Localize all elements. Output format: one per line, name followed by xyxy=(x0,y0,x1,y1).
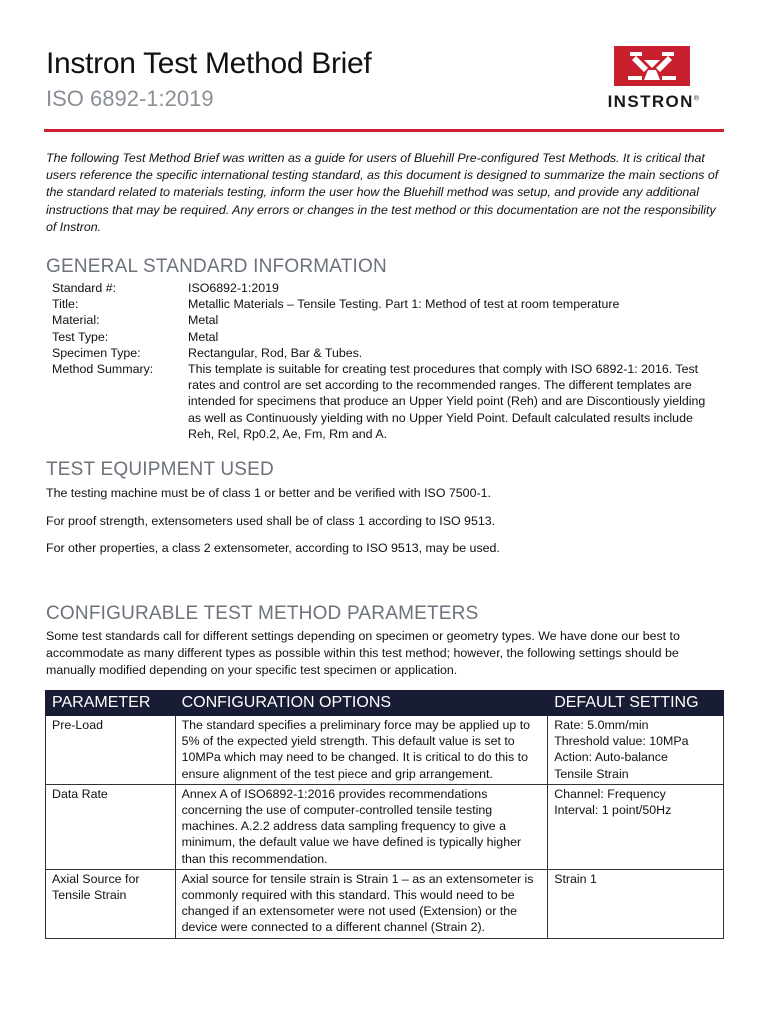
info-row-title xyxy=(52,296,732,312)
header-configuration-options: CONFIGURATION OPTIONS xyxy=(175,691,548,716)
intro-paragraph: The following Test Method Brief was written as a guide for users of Bluehill Pre-configured Test Methods. It is critical that users reference the specific international testing standard, as this document is designed to summarize the main sections of the standard related to materials testing, inform the user how the Bluehill method was setup, and provide any additional instructions that may be required. Any errors or changes in the test method or this documentation are not the responsibility of Instron. xyxy=(46,151,719,234)
info-value: This template is suitable for creating test procedures that comply with ISO 6892-1: 2016. Test rates and control are set according to the recommended ranges. The different templates are intended for specimens that produce an Upper Yield point (Reh) and are Discontiously yielding as well as Continuously yielding with no Upper Yield Point. Default calculated results include Reh, Rel, Rp0.2, Ae, Fm, Rm and A. xyxy=(188,362,706,441)
default-line: Threshold value: 10MPa xyxy=(554,734,689,749)
info-row-specimen-type xyxy=(52,345,732,361)
param-cell: Data Rate xyxy=(46,784,176,869)
general-standard-heading: GENERAL STANDARD INFORMATION xyxy=(46,256,387,277)
param-cell: Axial Source for Tensile Strain xyxy=(46,869,176,938)
equipment-paragraph-1: The testing machine must be of class 1 or better and be verified with ISO 7500-1. xyxy=(46,486,491,500)
default-cell xyxy=(548,869,724,938)
header-default-setting: DEFAULT SETTING xyxy=(548,691,724,716)
parameters-table xyxy=(45,690,724,939)
info-row-method-summary xyxy=(52,361,732,442)
info-key: Test Type: xyxy=(52,329,109,344)
configurable-parameters-heading: CONFIGURABLE TEST METHOD PARAMETERS xyxy=(46,603,479,624)
info-value: ISO6892-1:2019 xyxy=(188,281,279,295)
equipment-paragraph-3: For other properties, a class 2 extensometer, according to ISO 9513, may be used. xyxy=(46,541,500,555)
default-cell xyxy=(548,784,724,869)
table-row xyxy=(46,784,724,869)
info-value: Rectangular, Rod, Bar & Tubes. xyxy=(188,345,363,360)
info-key: Material: xyxy=(52,313,100,328)
info-key: Method Summary: xyxy=(52,362,154,377)
general-info-list xyxy=(52,280,732,442)
test-equipment-heading: TEST EQUIPMENT USED xyxy=(46,459,274,480)
info-row-material xyxy=(52,312,732,328)
param-cell: Pre-Load xyxy=(46,716,176,785)
equipment-paragraph-2: For proof strength, extensometers used shall be of class 1 according to ISO 9513. xyxy=(46,514,496,528)
options-cell: The standard specifies a preliminary force may be applied up to 5% of the expected yield strength. This default value is set to 10MPa which may need to be changed. It is critical to do this to ensure alignment of the test piece and grip arrangement. xyxy=(175,716,548,785)
info-value: Metallic Materials – Tensile Testing. Part 1: Method of test at room temperature xyxy=(188,297,620,312)
options-cell: Annex A of ISO6892-1:2016 provides recommendations concerning the use of computer-controlled tensile testing machines. A.2.2 address data sampling frequency to give a minimum, the default value we have defined is typically higher than this recommendation. xyxy=(175,784,548,869)
info-row-test-type xyxy=(52,329,732,345)
info-key: Specimen Type: xyxy=(52,345,141,360)
document-subtitle: ISO 6892-1:2019 xyxy=(46,86,214,111)
configurable-intro-paragraph: Some test standards call for different settings depending on specimen or geometry types. We have done our best to accommodate as many different types as possible within this test method; however, the following settings should be manually modified depending on your specific test specimen or application. xyxy=(46,629,680,678)
table-header-row xyxy=(46,691,724,716)
info-value: Metal xyxy=(188,313,219,328)
header-divider xyxy=(44,129,724,132)
info-key: Standard #: xyxy=(52,281,117,295)
info-key: Title: xyxy=(52,297,79,312)
options-cell: Axial source for tensile strain is Strain 1 – as an extensometer is commonly required with this standard. This would need to be changed if an extensometer were not used (Extension) or the device were connected to a different channel (Strain 2). xyxy=(175,869,548,938)
info-value: Metal xyxy=(188,329,219,344)
default-line: Channel: Frequency xyxy=(554,786,666,801)
instron-logo xyxy=(584,46,724,112)
logo-mark-icon xyxy=(614,46,690,86)
document-title: Instron Test Method Brief xyxy=(46,47,372,80)
default-line: Rate: 5.0mm/min xyxy=(554,718,649,732)
logo-wordmark: INSTRON® xyxy=(607,92,701,111)
default-cell xyxy=(548,716,724,785)
header-parameter: PARAMETER xyxy=(46,691,176,716)
default-line: Tensile Strain xyxy=(554,766,629,781)
default-line: Strain 1 xyxy=(554,871,597,886)
info-row-standard xyxy=(52,280,732,296)
table-row xyxy=(46,716,724,785)
default-line: Interval: 1 point/50Hz xyxy=(554,803,672,818)
default-line: Action: Auto-balance xyxy=(554,750,668,765)
table-row xyxy=(46,869,724,938)
